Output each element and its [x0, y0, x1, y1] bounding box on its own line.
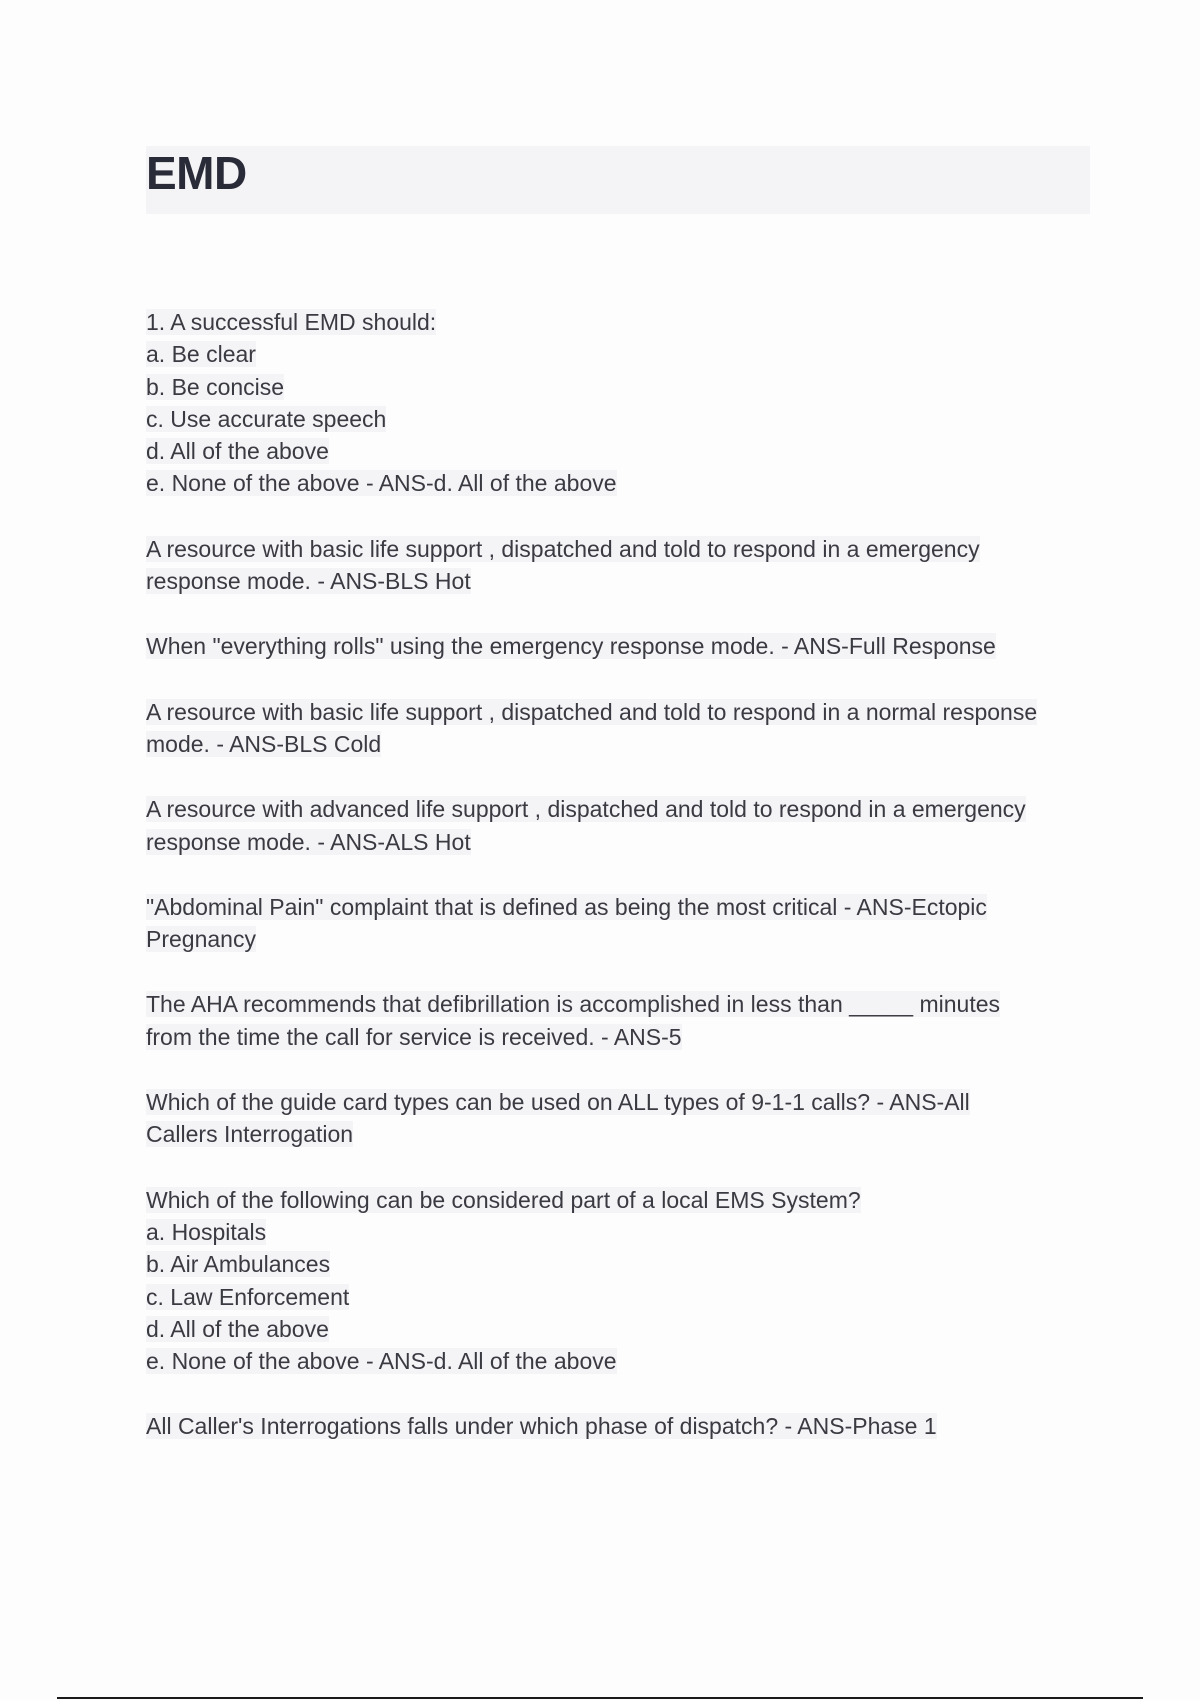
qa-item — [146, 793, 1096, 858]
qa-line: A resource with basic life support , dispatched and told to respond in a normal response — [146, 698, 1038, 725]
qa-item — [146, 1184, 1096, 1378]
qa-line: a. Be clear — [146, 341, 256, 368]
qa-line: e. None of the above - ANS-d. All of the above — [146, 470, 617, 497]
qa-item — [146, 533, 1096, 598]
qa-line: mode. - ANS-BLS Cold — [146, 730, 382, 757]
qa-line: a. Hospitals — [146, 1218, 267, 1245]
qa-item — [146, 891, 1096, 956]
qa-line: response mode. - ANS-ALS Hot — [146, 828, 471, 855]
qa-line: "Abdominal Pain" complaint that is defined as being the most critical - ANS-Ectopic — [146, 893, 987, 920]
footer-divider — [57, 1697, 1143, 1699]
qa-line: Which of the following can be considered part of a local EMS System? — [146, 1186, 861, 1213]
qa-line: When "everything rolls" using the emergency response mode. - ANS-Full Response — [146, 633, 996, 660]
qa-item — [146, 988, 1096, 1053]
qa-item — [146, 696, 1096, 761]
qa-item — [146, 1086, 1096, 1151]
document-title: EMD — [146, 147, 247, 199]
qa-line: e. None of the above - ANS-d. All of the above — [146, 1348, 617, 1375]
qa-line: c. Law Enforcement — [146, 1283, 350, 1310]
qa-line: All Caller's Interrogations falls under which phase of dispatch? - ANS-Phase 1 — [146, 1413, 937, 1440]
qa-line: c. Use accurate speech — [146, 405, 387, 432]
qa-line: b. Air Ambulances — [146, 1251, 331, 1278]
qa-line: d. All of the above — [146, 438, 329, 465]
qa-line: Which of the guide card types can be used on ALL types of 9-1-1 calls? - ANS-All — [146, 1089, 970, 1116]
qa-line: A resource with advanced life support , dispatched and told to respond in a emergency — [146, 796, 1026, 823]
qa-line: A resource with basic life support , dispatched and told to respond in a emergency — [146, 535, 980, 562]
qa-line: 1. A successful EMD should: — [146, 309, 437, 335]
qa-line: from the time the call for service is received. - ANS-5 — [146, 1023, 682, 1050]
qa-item — [146, 630, 1096, 662]
qa-line: b. Be concise — [146, 373, 285, 400]
qa-item — [146, 1410, 1096, 1442]
qa-line: The AHA recommends that defibrillation is accomplished in less than _____ minutes — [146, 991, 1001, 1018]
qa-line: response mode. - ANS-BLS Hot — [146, 568, 471, 595]
qa-item — [146, 306, 1096, 500]
qa-line: Callers Interrogation — [146, 1121, 354, 1148]
qa-list — [146, 306, 1096, 1476]
qa-line: d. All of the above — [146, 1315, 329, 1342]
qa-line: Pregnancy — [146, 926, 256, 953]
title-background — [146, 146, 1090, 214]
